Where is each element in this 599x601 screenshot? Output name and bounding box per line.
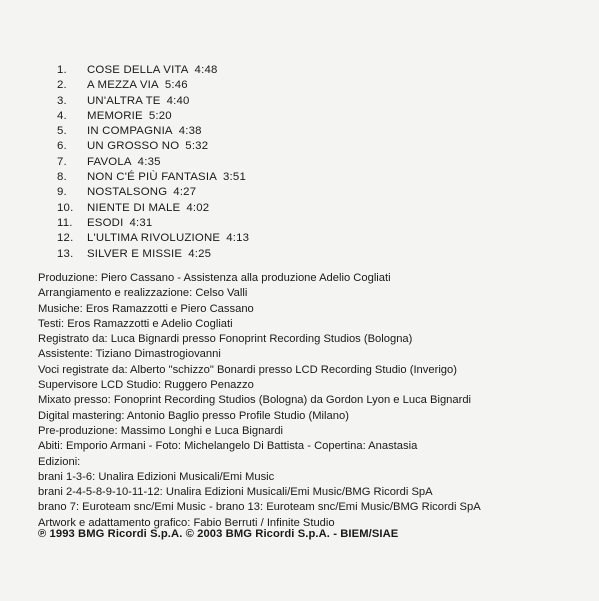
track-row — [37, 247, 577, 262]
track-duration: 3:51 — [223, 171, 246, 184]
track-number: 7. — [57, 155, 67, 168]
track-number: 13. — [57, 247, 74, 260]
track-number: 9. — [57, 186, 67, 199]
track-number: 6. — [57, 140, 67, 153]
credits-block — [38, 271, 598, 531]
track-number: 3. — [57, 94, 67, 107]
track-title: L'ULTIMA RIVOLUZIONE — [87, 232, 221, 245]
track-number: 8. — [57, 171, 67, 184]
track-duration: 5:46 — [164, 79, 188, 92]
credit-line: Registrato da: Luca Bignardi presso Fonoprint Recording Studios (Bologna) — [38, 333, 413, 346]
credit-line: Artwork e adattamento grafico: Fabio Berruti / Infinite Studio — [38, 516, 335, 529]
track-row — [37, 124, 577, 139]
track-row — [37, 170, 577, 185]
track-duration: 4:25 — [188, 247, 212, 260]
track-row — [37, 63, 577, 78]
track-duration: 5:20 — [148, 109, 172, 122]
credit-line: Abiti: Emporio Armani - Foto: Michelangelo Di Battista - Copertina: Anastasia — [38, 440, 418, 453]
track-title: ESODI — [87, 216, 124, 229]
track-title: SILVER E MISSIE — [87, 247, 183, 260]
track-title: NON C'É PIÙ FANTASIA — [87, 171, 218, 184]
track-duration: 5:32 — [185, 140, 209, 153]
track-title: NIENTE DI MALE — [87, 201, 181, 214]
tracklist — [37, 63, 577, 262]
track-title: A MEZZA VIA — [87, 79, 159, 92]
credit-line: Musiche: Eros Ramazzotti e Piero Cassano — [38, 302, 254, 315]
track-row — [37, 139, 577, 154]
copyright-line: ℗ 1993 BMG Ricordi S.p.A. © 2003 BMG Ricordi S.p.A. - BIEM/SIAE — [38, 528, 399, 540]
track-title: FAVOLA — [87, 155, 132, 168]
credit-line: Digital mastering: Antonio Baglio presso Profile Studio (Milano) — [38, 409, 349, 422]
track-row — [37, 185, 577, 200]
credit-line: brani 2-4-5-8-9-10-11-12: Unalira Edizioni Musicali/Emi Music/BMG Ricordi SpA — [38, 486, 433, 499]
track-row — [37, 94, 577, 109]
track-number: 2. — [57, 79, 67, 92]
track-number: 10. — [57, 201, 74, 214]
track-duration: 4:35 — [137, 155, 161, 168]
credit-line: brani 1-3-6: Unalira Edizioni Musicali/Emi Music — [38, 470, 275, 483]
credit-line: Testi: Eros Ramazzotti e Adelio Cogliati — [38, 317, 233, 330]
track-row — [37, 78, 577, 93]
track-title: UN'ALTRA TE — [87, 94, 161, 107]
credit-line: brano 7: Euroteam snc/Emi Music - brano 13: Euroteam snc/Emi Music/BMG Ricordi SpA — [38, 501, 481, 514]
track-title: IN COMPAGNIA — [87, 125, 173, 138]
track-row — [37, 216, 577, 231]
track-row — [37, 109, 577, 124]
credit-line: Edizioni: — [38, 455, 81, 468]
track-number: 12. — [57, 232, 74, 245]
track-duration: 4:48 — [194, 64, 218, 76]
track-duration: 4:40 — [166, 94, 190, 107]
track-title: UN GROSSO NO — [87, 140, 180, 153]
track-row — [37, 201, 577, 216]
credit-line: Voci registrate da: Alberto "schizzo" Bonardi presso LCD Recording Studio (Inverigo) — [38, 363, 457, 376]
track-number: 11. — [57, 216, 73, 229]
credit-line: Pre-produzione: Massimo Longhi e Luca Bignardi — [38, 424, 284, 437]
track-duration: 4:31 — [129, 216, 153, 229]
credit-line: Produzione: Piero Cassano - Assistenza alla produzione Adelio Cogliati — [38, 272, 391, 284]
track-title: NOSTALSONG — [87, 186, 168, 199]
track-row — [37, 231, 577, 246]
track-duration: 4:27 — [173, 186, 197, 199]
track-duration: 4:13 — [226, 232, 250, 245]
credit-line: Arrangiamento e realizzazione: Celso Valli — [38, 287, 248, 300]
track-number: 1. — [57, 64, 67, 76]
track-row — [37, 155, 577, 170]
track-title: MEMORIE — [87, 109, 143, 122]
credit-line: Supervisore LCD Studio: Ruggero Penazzo — [38, 379, 254, 392]
track-duration: 4:02 — [186, 201, 210, 214]
track-number: 5. — [57, 125, 67, 138]
track-number: 4. — [57, 109, 67, 122]
credit-line: Assistente: Tiziano Dimastrogiovanni — [38, 348, 221, 361]
credit-line: Mixato presso: Fonoprint Recording Studios (Bologna) da Gordon Lyon e Luca Bignardi — [38, 394, 472, 407]
track-title: COSE DELLA VITA — [87, 64, 189, 76]
track-duration: 4:38 — [178, 125, 202, 138]
